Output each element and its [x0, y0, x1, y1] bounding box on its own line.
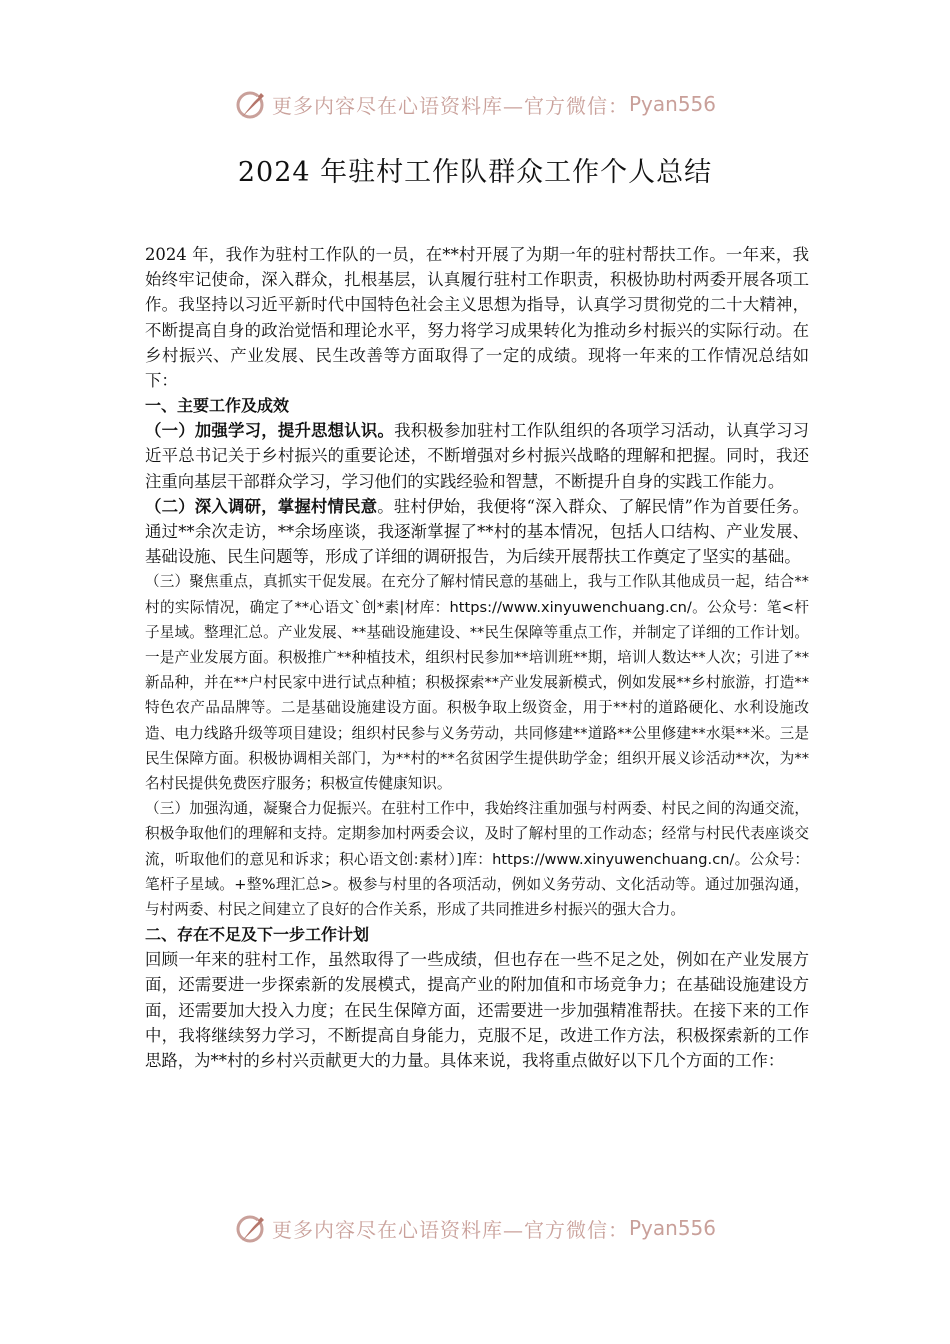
item-paragraph-2 — [145, 494, 809, 570]
item-lead-3: （三）聚焦重点，真抓实干促发展。 — [145, 573, 382, 591]
watermark-text: 更多内容尽在心语资料库—官方微信： — [271, 93, 629, 118]
item-body-2: 。驻村伊始，我便将“深入群众、了解民情”作为首要任务。通过**余次走访，**余场座谈，我逐渐掌握了**村的基本情况，包括人口结构、产业发展、基础设施、民生问题等，形成了详细的调研报告，为后续开展帮扶工作奠定了坚实的基础。 — [145, 496, 810, 567]
item-body-1: 我积极参加驻村工作队组织的各项学习活动，认真学习习近平总书记关于乡村振兴的重要论述，不断增强对乡村振兴战略的理解和把握。同时，我还注重向基层干部群众学习，学习他们的实践经验和智慧，不断提升自身的实践工作能力。 — [145, 421, 810, 491]
item-lead-2: （二）深入调研，掌握村情民意 — [145, 496, 378, 516]
item-paragraph-1 — [145, 418, 809, 494]
watermark-banner-bottom — [0, 1206, 950, 1250]
watermark-banner-top — [0, 82, 950, 126]
item-body-3: 在充分了解村情民意的基础上，我与工作队其他成员一起，结合**村的实际情况，确定了**心语文`创*素|材库：https://www.xinyuwenchuang.cn/。公众号：笔<杆子星域。整理汇总。产业发展、**基础设施建设、**民生保障等重点工作，并制定了详细的工作计划。一是产业发展方面。积极推广**种植技术，组织村民参加**培训班**期，培训人数达**人次；引进了**新品种，并在**户村民家中进行试点种植；积极探索**产业发展新模式，例如发展**乡村旅游，打造**特色农产品品牌等。二是基础设施建设方面。积极争取上级资金，用于**村的道路硬化、水利设施改造、电力线路升级等项目建设；组织村民参与义务劳动，共同修建**道路**公里修建**水渠**米。三是民生保障方面。积极协调相关部门，为**村的**名贫困学生提供助学金；组织开展义诊活动**次，为**名村民提供免费医疗服务；积极宣传健康知识。 — [145, 573, 809, 793]
item-paragraph-3 — [145, 569, 809, 796]
document-body — [145, 242, 809, 1073]
quill-logo-icon — [234, 1211, 268, 1245]
watermark-handle: Pyan556 — [628, 92, 716, 116]
item-paragraph-4 — [145, 796, 809, 922]
section-heading-1: 一、主要工作及成效 — [145, 396, 290, 416]
quill-logo-icon — [234, 87, 268, 121]
item-lead-1: （一）加强学习，提升思想认识。 — [145, 421, 395, 441]
watermark-text: 更多内容尽在心语资料库—官方微信： — [271, 1217, 629, 1242]
watermark-handle: Pyan556 — [628, 1216, 716, 1240]
section2-paragraph: 回顾一年来的驻村工作，虽然取得了一些成绩，但也存在一些不足之处，例如在产业发展方面，还需要进一步探索新的发展模式，提高产业的附加值和市场竞争力；在基础设施建设方面，还需要加大投入力度；在民生保障方面，还需要进一步加强精准帮扶。在接下来的工作中，我将继续努力学习，不断提高自身能力，克服不足，改进工作方法，积极探索新的工作思路，为**村的乡村兴贡献更大的力量。具体来说，我将重点做好以下几个方面的工作： — [145, 950, 809, 1071]
item-body-4: 在驻村工作中，我始终注重加强与村两委、村民之间的沟通交流，积极争取他们的理解和支持。定期参加村两委会议，及时了解村里的工作动态；经常与村民代表座谈交流，听取他们的意见和诉求；积心语文创:素材）]库：https://www.xinyuwenchuang.cn/。公众号：笔杆子星域。+整%理汇总>。极参与村里的各项活动，例如义务劳动、文化活动等。通过加强沟通，与村两委、村民之间建立了良好的合作关系，形成了共同推进乡村振兴的强大合力。 — [145, 800, 809, 919]
section-heading-2: 二、存在不足及下一步工作计划 — [145, 925, 370, 945]
item-lead-4: （三）加强沟通，凝聚合力促振兴。 — [145, 800, 382, 818]
intro-paragraph: 2024 年，我作为驻村工作队的一员，在**村开展了为期一年的驻村帮扶工作。一年来，我始终牢记使命，深入群众，扎根基层，认真履行驻村工作职责，积极协助村两委开展各项工作。我坚持以习近平新时代中国特色社会主义思想为指导，认真学习贯彻党的二十大精神，不断提高自身的政治觉悟和理论水平，努力将学习成果转化为推动乡村振兴的实际行动。在乡村振兴、产业发展、民生改善等方面取得了一定的成绩。现将一年来的工作情况总结如下： — [145, 245, 809, 391]
document-title: 2024 年驻村工作队群众工作个人总结 — [237, 157, 713, 188]
